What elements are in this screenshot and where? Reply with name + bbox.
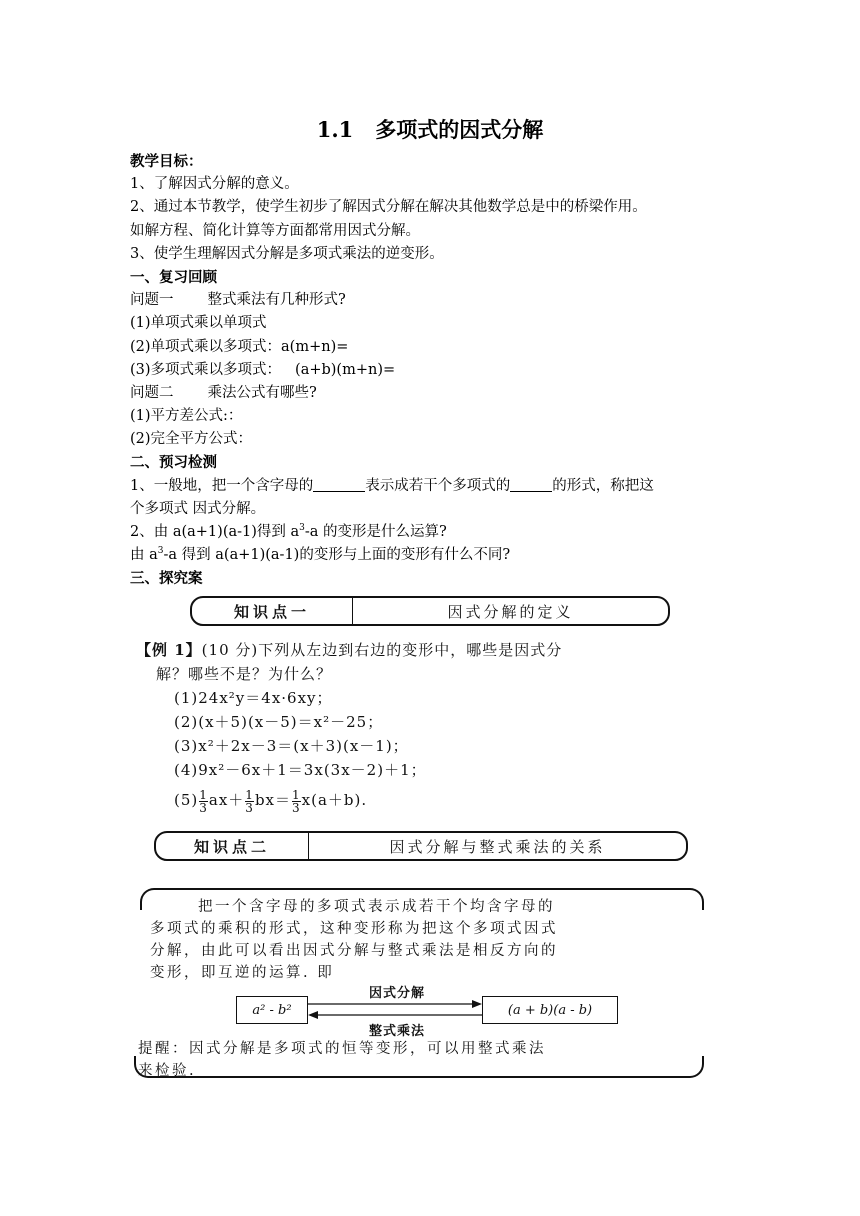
- fraction-denominator: 3: [245, 800, 254, 815]
- question-2: [130, 382, 740, 405]
- bracket-bottom: [134, 1056, 704, 1078]
- fraction: [199, 789, 208, 814]
- question-2-text: 乘法公式有哪些?: [207, 384, 317, 401]
- example-item-2: (2)(x＋5)(x－5)＝x²－25；: [174, 713, 384, 731]
- preview-q2-part1: 2、由 a(a+1)(a-1)得到 a: [130, 524, 300, 540]
- fill-blank-1[interactable]: [313, 477, 365, 492]
- concept-line-2: 多项式的乘积的形式，这种变形称为把这个多项式因式: [150, 921, 558, 937]
- section-number: 1.1: [316, 117, 354, 142]
- example-item-1: (1)24x²y＝4x·6xy；: [174, 689, 333, 707]
- question-1-label: 问题一: [130, 292, 174, 309]
- objective-2: 2、通过本节教学，使学生初步了解因式分解在解决其他数学总是中的桥梁作用。: [130, 199, 647, 216]
- preview-q2: [130, 521, 740, 544]
- explore-heading: 三、探究案: [130, 570, 203, 588]
- concept-line-1: 把一个含字母的多项式表示成若干个均含字母的: [198, 899, 555, 915]
- preview-q3: [130, 544, 740, 567]
- preview-q3-part2: -a 得到 a(a+1)(a-1)的变形与上面的变形有什么不同?: [163, 547, 511, 564]
- objective-1: 1、了解因式分解的意义。: [130, 176, 299, 193]
- factoring-arrow-label: 因式分解: [368, 986, 425, 1001]
- exponent: 3: [157, 546, 164, 557]
- preview-q1-part3: 的形式，称把这: [552, 477, 654, 494]
- preview-q1: [130, 475, 740, 498]
- preview-q3-part1: 由 a: [130, 547, 158, 564]
- knowledge-point-1-banner: [190, 596, 670, 626]
- arrow-icon: [306, 1000, 484, 1020]
- preview-q2-part2: -a 的变形是什么运算?: [304, 524, 447, 540]
- expression-box-left: a² - b²: [236, 996, 308, 1024]
- exponent: 3: [299, 523, 305, 533]
- review-item-3-expr: (a+b)(m+n)=: [295, 361, 396, 378]
- example-intro: [136, 638, 736, 662]
- example-item-4: (4)9x²－6x＋1＝3x(3x－2)＋1；: [174, 761, 427, 779]
- item-5-term-3: x(a＋b).: [301, 791, 368, 809]
- preview-q1-part1: 1、一般地，把一个含字母的: [130, 477, 314, 494]
- page-title: [0, 114, 860, 144]
- formula-item-1: (1)平方差公式:：: [130, 408, 243, 425]
- reminder-line-1: 提醒：因式分解是多项式的恒等变形，可以用整式乘法: [138, 1041, 546, 1057]
- fraction-denominator: 3: [199, 800, 208, 815]
- formula-item-2: (2)完全平方公式：: [130, 431, 253, 448]
- question-1: [130, 289, 740, 312]
- concept-line-3: 分解，由此可以看出因式分解与整式乘法是相反方向的: [150, 943, 558, 959]
- reminder-line-2: 来检验.: [138, 1063, 197, 1079]
- concept-box: [134, 882, 702, 1087]
- preview-q1-part2: 表示成若干个多项式的: [365, 477, 511, 494]
- example-intro-text: (10 分)下列从左边到右边的变形中，哪些是因式分: [201, 641, 563, 659]
- review-heading: 一、复习回顾: [130, 268, 217, 286]
- example-intro-cont: 解？哪些不是？为什么？: [156, 665, 333, 683]
- question-2-label: 问题二: [130, 384, 174, 401]
- fraction-numerator: 1: [245, 787, 254, 802]
- example-1: [136, 638, 736, 818]
- fraction: [292, 789, 301, 814]
- review-item-2: (2)单项式乘以多项式：a(m+n)=: [130, 338, 349, 355]
- knowledge-point-2-banner: [154, 831, 688, 861]
- review-item-3-label: (3)多项式乘以多项式：: [130, 361, 282, 378]
- section-title: 多项式的因式分解: [375, 117, 544, 142]
- expression-box-right: (a + b)(a - b): [482, 996, 618, 1024]
- lesson-text: [130, 150, 740, 591]
- concept-line-4: 变形，即互逆的运算. 即: [150, 965, 335, 981]
- example-item-5: [136, 782, 736, 818]
- multiplication-arrow-label: 整式乘法: [368, 1024, 425, 1039]
- objective-2-cont: 如解方程、简化计算等方面都常用因式分解。: [130, 222, 420, 239]
- knowledge-point-1-desc: 因式分解的定义: [447, 602, 574, 621]
- fill-blank-2[interactable]: [510, 477, 552, 492]
- fraction-numerator: 1: [292, 787, 301, 802]
- knowledge-point-2-label: 知识点二: [156, 833, 309, 859]
- review-item-1: (1)单项式乘以单项式: [130, 315, 267, 332]
- preview-q1-cont: 个多项式 因式分解。: [130, 500, 266, 517]
- fraction-denominator: 3: [292, 800, 301, 815]
- fraction-numerator: 1: [199, 787, 208, 802]
- review-item-3: [130, 359, 740, 382]
- item-5-term-1: ax＋: [208, 791, 245, 809]
- knowledge-point-1-label: 知识点一: [192, 598, 353, 624]
- concept-paragraph: [150, 896, 698, 984]
- item-5-term-2: bx＝: [254, 791, 291, 809]
- preview-heading: 二、预习检测: [130, 454, 217, 472]
- example-item-3: (3)x²＋2x－3＝(x＋3)(x－1)；: [174, 737, 409, 755]
- item-5-prefix: (5): [174, 791, 199, 809]
- fraction: [245, 789, 254, 814]
- objectives-heading: 教学目标：: [130, 153, 203, 170]
- question-1-text: 整式乘法有几种形式?: [207, 292, 346, 309]
- objective-3: 3、使学生理解因式分解是多项式乘法的逆变形。: [130, 245, 444, 262]
- knowledge-point-2-desc: 因式分解与整式乘法的关系: [389, 837, 606, 856]
- example-label: 【例 1】: [136, 641, 202, 659]
